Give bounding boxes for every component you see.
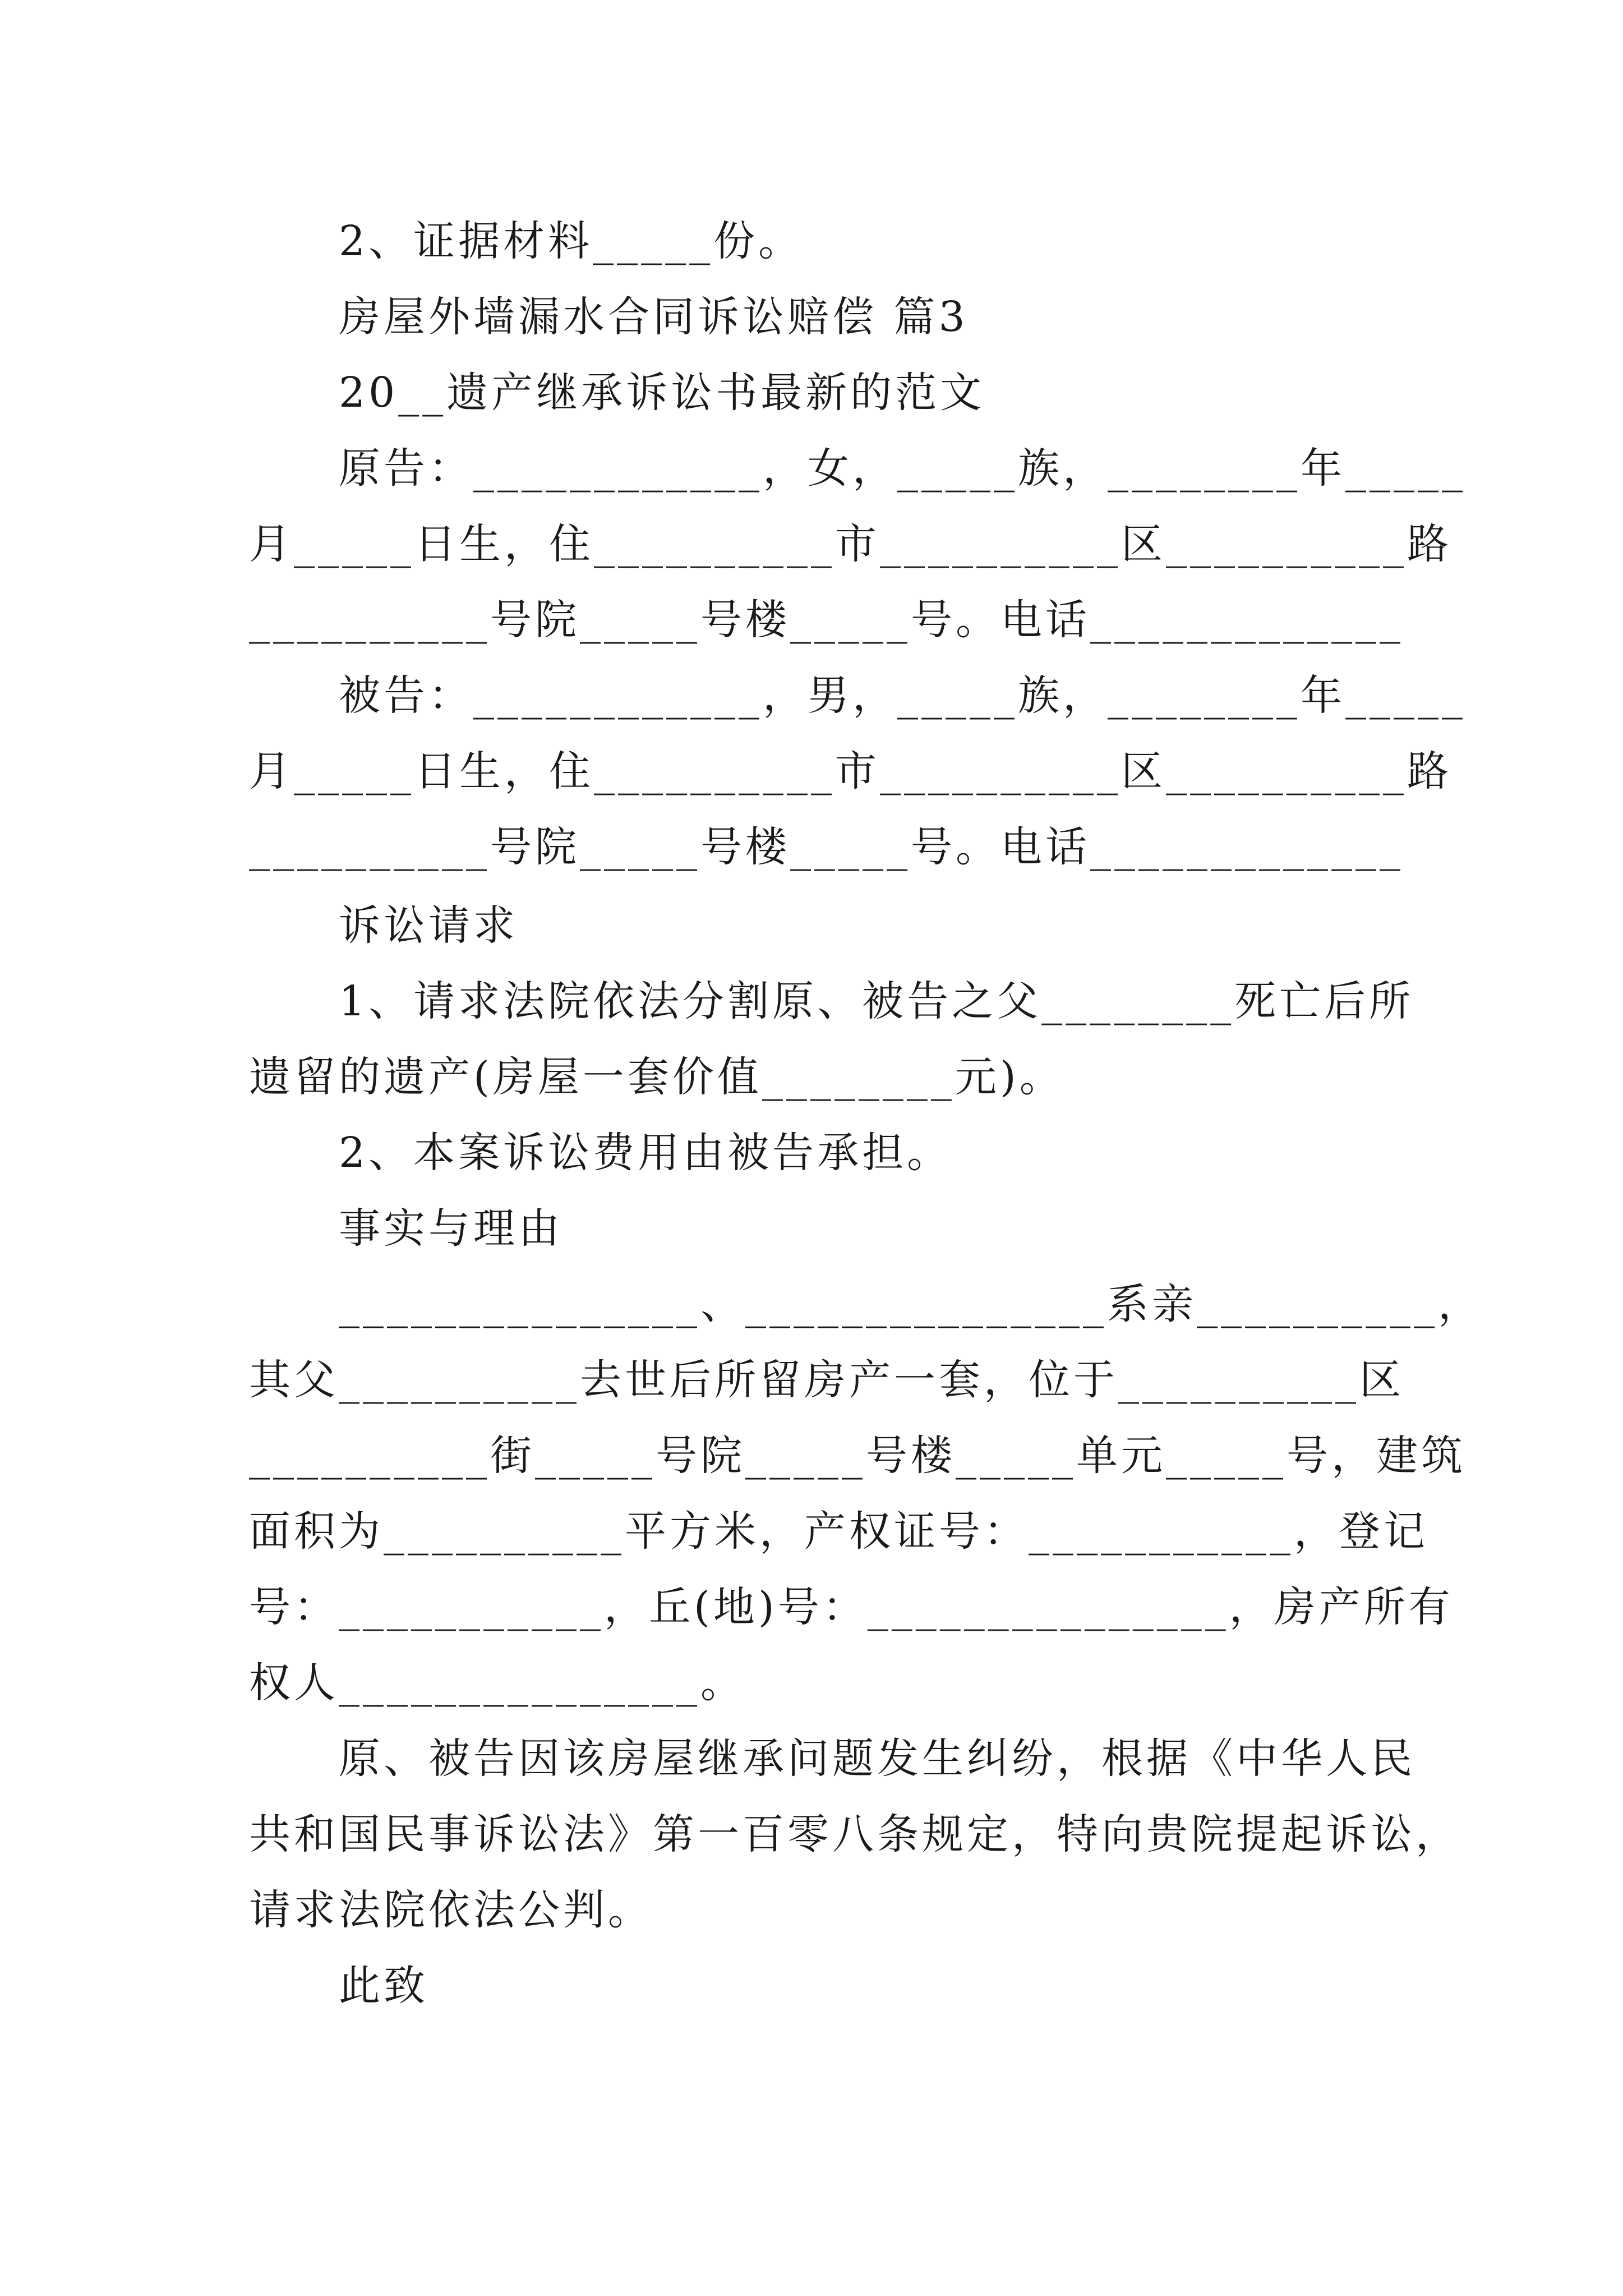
facts-line-1: _______________、_______________系亲__________，: [339, 1280, 1483, 1328]
defendant-line-3: __________号院_____号楼_____号。电话_____________: [249, 823, 1404, 871]
plaintiff-line-2: 月_____日生，住__________市__________区__________路: [249, 520, 1452, 568]
plaintiff-line-3: __________号院_____号楼_____号。电话_____________: [249, 596, 1404, 644]
facts-line-5: 号：___________，丘(地)号：_______________，房产所有: [249, 1583, 1454, 1631]
dispute-line-2: 共和国民事诉讼法》第一百零八条规定，特向贵院提起诉讼，: [249, 1810, 1460, 1858]
claim-1-line-2: 遗留的遗产(房屋一套价值________元)。: [249, 1053, 1064, 1101]
document-title: 20__遗产继承诉讼书最新的范文: [339, 369, 985, 417]
claim-2: 2、本案诉讼费用由被告承担。: [339, 1129, 952, 1177]
facts-heading: 事实与理由: [339, 1204, 563, 1253]
evidence-count-line: 2、证据材料_____份。: [339, 217, 804, 265]
dispute-line-1: 原、被告因该房屋继承问题发生纠纷，根据《中华人民: [339, 1734, 1415, 1783]
plaintiff-line-1: 原告：____________，女，_____族，________年_____: [339, 444, 1466, 493]
dispute-line-3: 请求法院依法公判。: [249, 1886, 653, 1934]
section-title: 房屋外墙漏水合同诉讼赔偿 篇3: [339, 293, 969, 341]
facts-line-2: 其父__________去世后所留房产一套，位于__________区: [249, 1356, 1404, 1404]
defendant-line-1: 被告：____________，男，_____族，________年_____: [339, 671, 1466, 720]
claims-heading: 诉讼请求: [339, 901, 518, 950]
facts-line-6: 权人_______________。: [249, 1659, 745, 1707]
facts-line-3: __________街_____号院_____号楼_____单元_____号，建筑: [249, 1432, 1466, 1480]
claim-1-line-1: 1、请求法院依法分割原、被告之父________死亡后所: [339, 977, 1414, 1025]
closing-salutation: 此致: [339, 1962, 428, 2010]
facts-line-4: 面积为__________平方米，产权证号：___________，登记: [249, 1507, 1428, 1556]
defendant-line-2: 月_____日生，住__________市__________区__________路: [249, 747, 1452, 795]
